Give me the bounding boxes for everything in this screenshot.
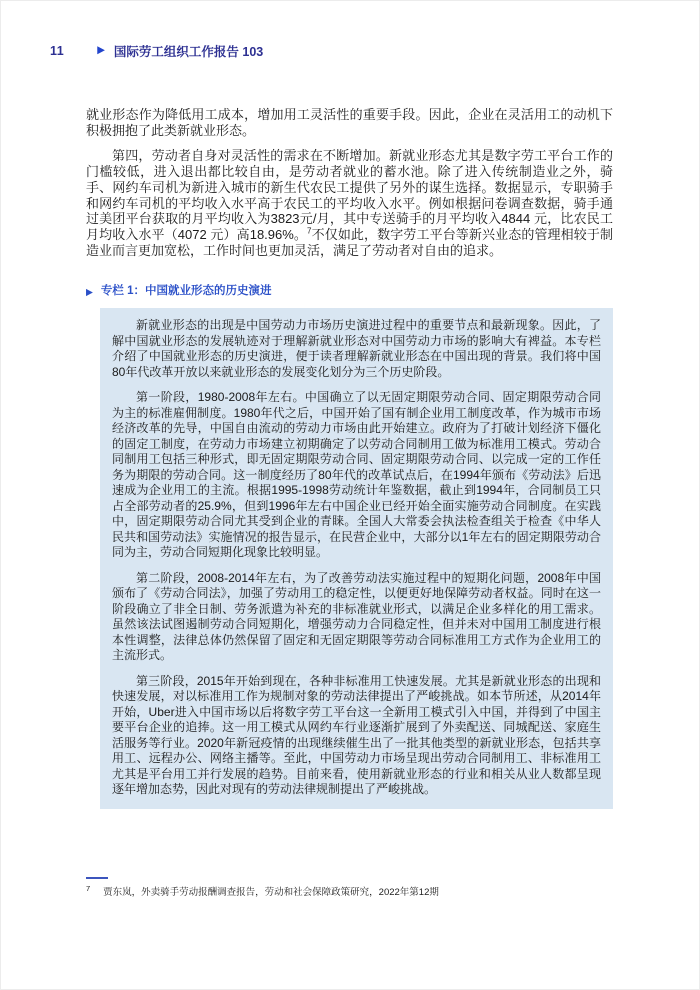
box-paragraph: 第三阶段，2015年开始到现在，各种非标准用工快速发展。尤其是新就业形态的出现和快速发展，对以标准用工作为规制对象的劳动法律提出了严峻挑战。如本节所述，从2014年开始，Uber进入中国市场以后将数字劳工平台这一全新用工模式引入中国，并得到了中国主要平台企业的追捧。这一用工模式从网约车行业逐渐扩展到了外卖配送、同城配送、家庭生活服务等行业。2020年新冠疫情的出现继续催生出了一批其他类型的新就业形态，包括共享用工、远程办公、网络主播等。至此，中国劳动力市场呈现出劳动合同制用工、非标准用工尤其是平台用工并行发展的趋势。目前来看，使用新就业形态的行业和相关从业人数都呈现逐年增加态势，因此对现有的劳动法律规制提出了严峻挑战。: [112, 673, 601, 797]
paragraph-text: 不仅如此，数字劳工平台等新兴业态的管理相较于制造业而言更加宽松，工作时间也更加灵活，满足了劳动者对自由的追求。: [86, 227, 613, 259]
footnote-text: 贾东岚，外卖骑手劳动报酬调查报告，劳动和社会保障政策研究，2022年第12期: [103, 887, 439, 899]
footnote-separator: [86, 877, 108, 879]
body-paragraph: 就业形态作为降低用工成本，增加用工灵活性的重要手段。因此，企业在灵活用工的动机下积极拥抱了此类新就业形态。: [86, 107, 613, 138]
box-paragraph: 第一阶段，1980-2008年左右。中国确立了以无固定期限劳动合同、固定期限劳动合同为主的标准雇佣制度。1980年代之后，中国开始了国有制企业用工制度改革，作为城市市场经济改革的先导，中国自由流动的劳动力市场由此开始建立。政府为了打破计划经济下僵化的固定工制度，在劳动力市场建立初期确定了以劳动合同制用工做为标准用工模式。劳动合同制用工包括三种形式，即无固定期限劳动合同、固定期限劳动合同、以完成一定的工作任务为期限的劳动合同。这一制度经历了80年代的改革试点后，在1994年颁布《劳动法》后迅速成为企业用工的主流。根据1995-1998劳动统计年鉴数据，截止到1994年，合同制员工只占全部劳动者的25.9%，但到1996年左右中国企业已经开始全面实施劳动合同制度。在实践中，固定期限劳动合同尤其受到企业的青睐。全国人大常委会执法检查组关于检查《中华人民共和国劳动法》实施情况的报告显示，在民营企业中，大部分以1年左右的固定期限劳动合同为主，劳动合同短期化现象比较明显。: [112, 390, 601, 560]
footnote-marker: 7: [86, 884, 91, 893]
column-heading: [86, 284, 613, 300]
footnote: [86, 883, 606, 899]
body-paragraph: [86, 148, 613, 259]
column-arrow-icon: ▶: [86, 286, 93, 297]
header-arrow-icon: ▶: [97, 44, 105, 57]
column-box: [100, 308, 613, 809]
column-title: 专栏 1：中国就业形态的历史演进: [100, 285, 272, 298]
page-header: [50, 42, 650, 60]
box-paragraph: 新就业形态的出现是中国劳动力市场历史演进过程中的重要节点和最新现象。因此，了解中国就业形态的发展轨迹对于理解新就业形态对中国劳动力市场的影响大有裨益。本专栏介绍了中国就业形态的历史演进，便于读者理解新就业形态在中国出现的背景。我们将中国80年代改革开放以来就业形态的发展变化划分为三个历史阶段。: [112, 318, 601, 379]
box-paragraph: 第二阶段，2008-2014年左右，为了改善劳动法实施过程中的短期化问题，2008年中国颁布了《劳动合同法》，加强了劳动用工的稳定性，以便更好地保障劳动者权益。同时在这一阶段确立了非全日制、劳务派遣为补充的非标准就业形式，以满足企业多样化的用工需求。虽然该法试图遏制劳动合同短期化，增强劳动力合同稳定性，但并未对中国用工制度进行根本性调整，法律总体仍然保留了固定和无固定期限等劳动合同标准用工方式作为企业用工的主流形式。: [112, 570, 601, 663]
page-number: 11: [50, 44, 65, 58]
footnote-area: [86, 877, 606, 899]
report-title: 国际劳工组织工作报告 103: [113, 45, 264, 59]
paragraph-text: 第四，劳动者自身对灵活性的需求在不断增加。新就业形态尤其是数字劳工平台工作的门槛较低，进入退出都比较自由，是劳动者就业的蓄水池。除了进入传统制造业之外，骑手、网约车司机为新进入城市的新生代农民工提供了另外的谋生选择。数据显示，专职骑手和网约车司机的平均收入水平高于农民工的平均收入水平。例如根据问卷调查数据，骑手通过美团平台获取的月平均收入为3823元/月，其中专送骑手的月平均收入4844 元，比农民工月均收入水平（4072 元）高18.96%。: [86, 147, 613, 243]
page-body: [86, 107, 613, 809]
footnote-reference: 7: [307, 227, 312, 237]
